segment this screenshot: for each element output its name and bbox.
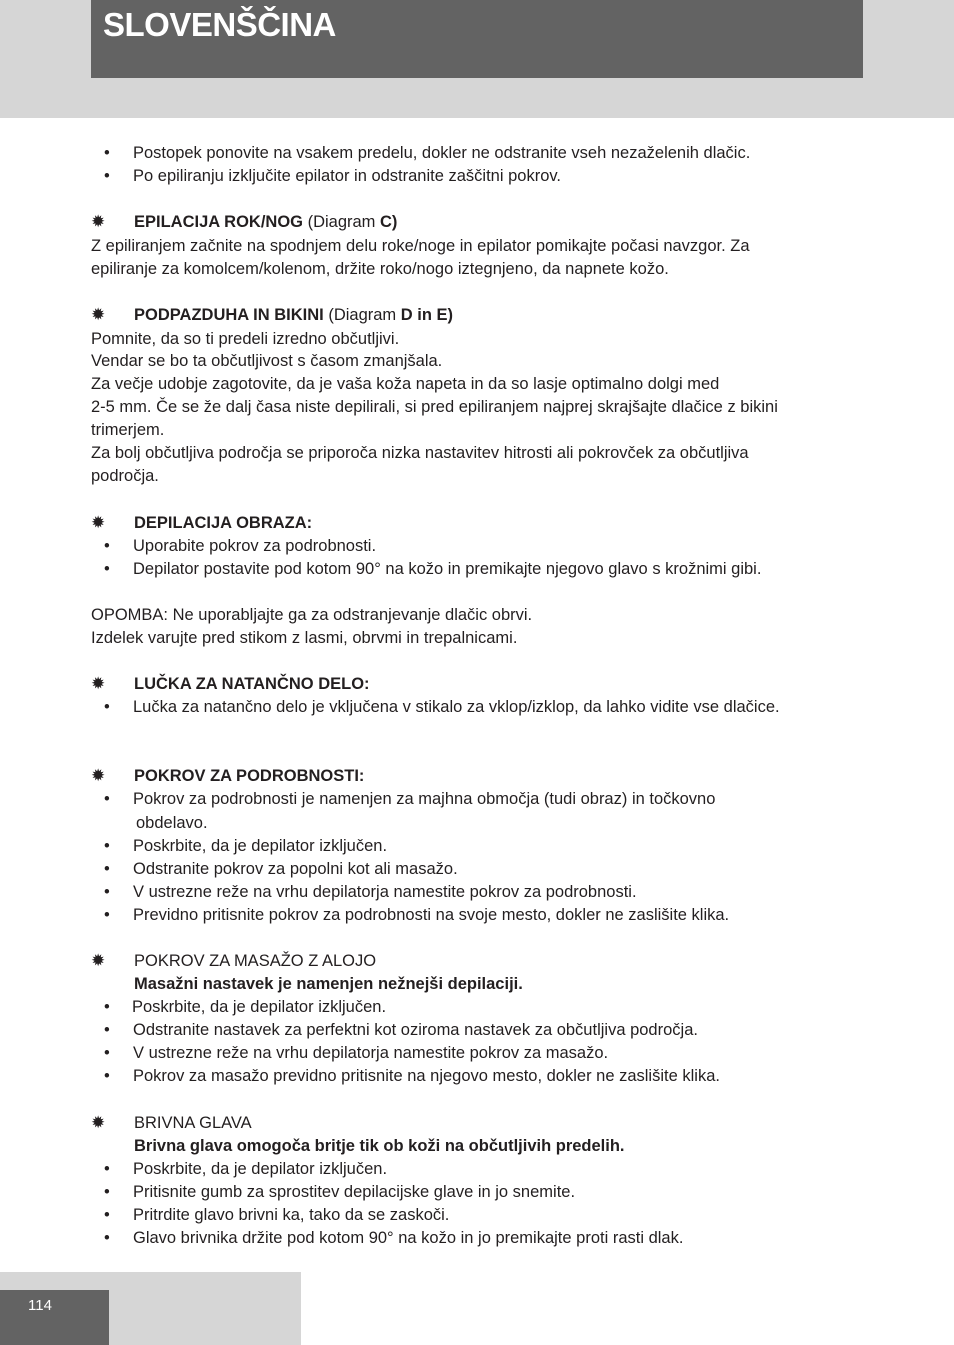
section-heading-lucka: LUČKA ZA NATANČNO DELO: <box>134 675 370 693</box>
section-heading-pokrov-masazo: POKROV ZA MASAŽO Z ALOJO <box>134 952 377 970</box>
list-item: Lučka za natančno delo je vključena v stikalo za vklop/izklop, da lahko vidite vse dlačice. <box>133 698 780 716</box>
bullet-marker: • <box>104 1067 110 1085</box>
note-line: Izdelek varujte pred stikom z lasmi, obrvmi in trepalnicami. <box>91 629 518 647</box>
bullet-marker: • <box>104 837 110 855</box>
paragraph-line: Vendar se bo ta občutljivost s časom zmanjšala. <box>91 352 443 370</box>
list-item: Uporabite pokrov za podrobnosti. <box>133 537 377 555</box>
bullet-marker: • <box>104 860 110 878</box>
paragraph-line: Za večje udobje zagotovite, da je vaša koža napeta in da so lasje optimalno dolgi med <box>91 375 720 393</box>
section-heading-podpazduha <box>134 305 453 325</box>
list-item: Pokrov za masažo previdno pritisnite na njegovo mesto, dokler ne zaslišite klika. <box>133 1067 720 1085</box>
footer-page-box <box>0 1290 109 1345</box>
section-heading-brivna-glava: BRIVNA GLAVA <box>134 1114 252 1132</box>
bullet-marker: • <box>104 906 110 924</box>
list-item: V ustrezne reže na vrhu depilatorja namestite pokrov za masažo. <box>133 1044 609 1062</box>
bullet-marker: • <box>104 998 110 1016</box>
heading-bold: PODPAZDUHA IN BIKINI <box>134 306 324 324</box>
bullet-marker: • <box>104 1206 110 1224</box>
section-subheading: Brivna glava omogoča britje tik ob koži na občutljivih predelih. <box>134 1137 625 1155</box>
page-number: 114 <box>28 1297 52 1314</box>
section-heading-depilacija-obraza: DEPILACIJA OBRAZA: <box>134 514 313 532</box>
paragraph-line: epiliranje za komolcem/kolenom, držite roko/nogo iztegnjeno, da napnete kožo. <box>91 260 669 278</box>
paragraph-line: Za bolj občutljiva področja se priporoča nizka nastavitev hitrosti ali pokrovček za občutljiva <box>91 444 749 462</box>
list-item: Poskrbite, da je depilator izključen. <box>133 837 388 855</box>
bullet-marker: • <box>104 144 110 162</box>
sun-icon: ✹ <box>91 766 106 785</box>
paragraph-line: Pomnite, da so ti predeli izredno občutljivi. <box>91 330 400 348</box>
list-item: Pritisnite gumb za sprostitev depilacijske glave in jo snemite. <box>133 1183 576 1201</box>
bullet-marker: • <box>104 1160 110 1178</box>
list-item: Pritrdite glavo brivni ka, tako da se zaskoči. <box>133 1206 450 1224</box>
list-item: Poskrbite, da je depilator izključen. <box>132 998 387 1016</box>
sun-icon: ✹ <box>91 513 106 532</box>
sun-icon: ✹ <box>91 951 106 970</box>
list-item: V ustrezne reže na vrhu depilatorja namestite pokrov za podrobnosti. <box>133 883 637 901</box>
sun-icon: ✹ <box>91 1113 106 1132</box>
list-item: Previdno pritisnite pokrov za podrobnosti na svoje mesto, dokler ne zaslišite klika. <box>133 906 730 924</box>
note-line: OPOMBA: Ne uporabljajte ga za odstranjevanje dlačic obrvi. <box>91 606 533 624</box>
heading-diagram-letter: C) <box>380 213 398 231</box>
heading-diagram: (Diagram <box>323 306 401 324</box>
bullet-marker: • <box>104 1044 110 1062</box>
section-heading-pokrov-podrobnosti: POKROV ZA PODROBNOSTI: <box>134 767 365 785</box>
paragraph-line: področja. <box>91 467 159 485</box>
bullet-marker: • <box>104 560 110 578</box>
heading-diagram: (Diagram <box>303 213 381 231</box>
heading-diagram-letter: D in E) <box>400 306 454 324</box>
bullet-marker: • <box>104 1183 110 1201</box>
bullet-marker: • <box>104 537 110 555</box>
bullet-marker: • <box>104 883 110 901</box>
paragraph-line: trimerjem. <box>91 421 165 439</box>
section-heading-epilacija-rok <box>134 212 397 232</box>
list-item: Depilator postavite pod kotom 90° na kožo in premikajte njegovo glavo s krožnimi gibi. <box>133 560 762 578</box>
list-item: Odstranite pokrov za popolni kot ali masažo. <box>133 860 458 878</box>
page-title: SLOVENŠČINA <box>103 6 336 43</box>
list-item: Odstranite nastavek za perfektni kot oziroma nastavek za občutljiva področja. <box>133 1021 698 1039</box>
sun-icon: ✹ <box>91 212 106 231</box>
bullet-marker: • <box>104 1021 110 1039</box>
paragraph-line: 2-5 mm. Če se že dalj časa niste depilirali, si pred epiliranjem najprej skrajšajte dlačice z bikini <box>91 398 778 416</box>
list-item-continuation: obdelavo. <box>136 814 208 832</box>
paragraph-line: Z epiliranjem začnite na spodnjem delu roke/noge in epilator pomikajte počasi navzgor. Za <box>91 237 750 255</box>
bullet-marker: • <box>104 167 110 185</box>
section-subheading: Masažni nastavek je namenjen nežnejši depilaciji. <box>134 975 523 993</box>
list-item: Pokrov za podrobnosti je namenjen za majhna območja (tudi obraz) in točkovno <box>133 790 716 808</box>
list-item: Glavo brivnika držite pod kotom 90° na kožo in jo premikajte proti rasti dlak. <box>133 1229 684 1247</box>
bullet-marker: • <box>104 698 110 716</box>
list-item: Poskrbite, da je depilator izključen. <box>133 1160 388 1178</box>
sun-icon: ✹ <box>91 674 106 693</box>
intro-bullet-2: Po epiliranju izključite epilator in odstranite zaščitni pokrov. <box>133 167 561 185</box>
bullet-marker: • <box>104 790 110 808</box>
intro-bullet-1: Postopek ponovite na vsakem predelu, dokler ne odstranite vseh nezaželenih dlačic. <box>133 144 751 162</box>
sun-icon: ✹ <box>91 305 106 324</box>
bullet-marker: • <box>104 1229 110 1247</box>
heading-bold: EPILACIJA ROK/NOG <box>134 213 303 231</box>
